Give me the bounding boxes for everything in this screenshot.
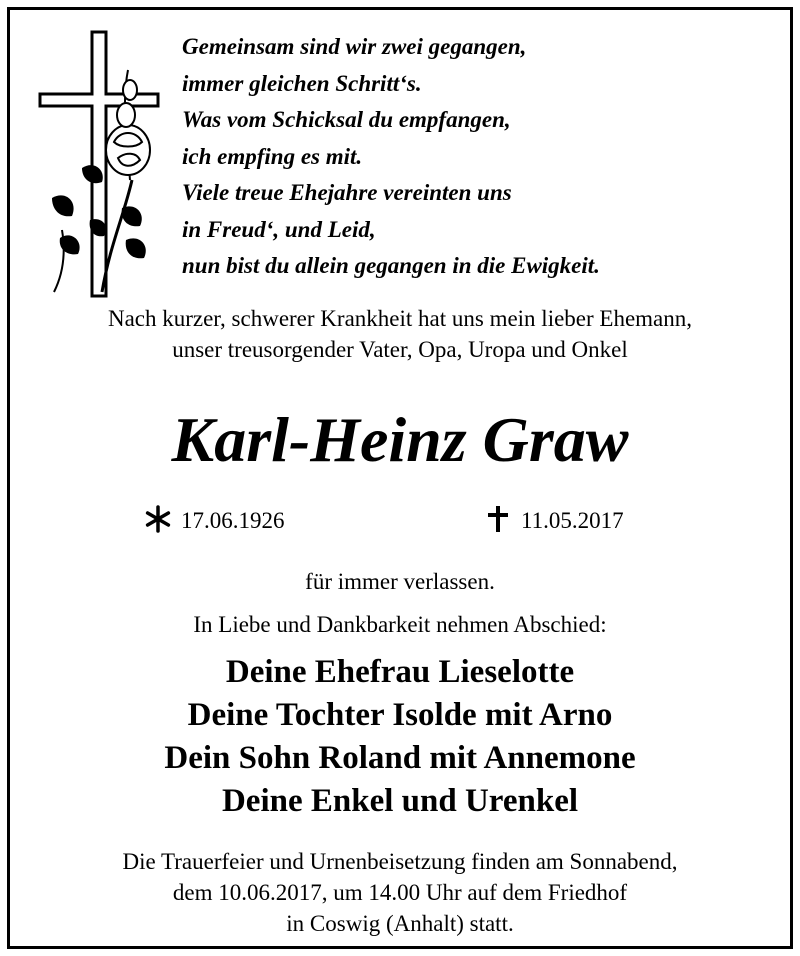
funeral-info <box>10 846 790 939</box>
funeral-line: in Coswig (Anhalt) statt. <box>286 911 514 936</box>
farewell-intro: In Liebe und Dankbarkeit nehmen Abschied: <box>193 612 607 637</box>
intro-line: unser treusorgender Vater, Opa, Uropa und Onkel <box>172 337 628 362</box>
death-cross-icon <box>483 504 513 534</box>
poem-line: nun bist du allein gegangen in die Ewigkeit. <box>182 253 600 278</box>
poem-line: Viele treue Ehejahre vereinten uns <box>182 180 512 205</box>
birth-star-icon <box>143 504 173 534</box>
cross-with-rose-icon <box>32 30 162 300</box>
death-date-value: 11.05.2017 <box>521 508 624 533</box>
funeral-line: dem 10.06.2017, um 14.00 Uhr auf dem Friedhof <box>172 880 628 905</box>
poem-line: ich empfing es mit. <box>182 143 363 169</box>
closing-text: für immer verlassen. <box>305 569 495 594</box>
mourners-list <box>10 651 790 823</box>
mourner-line: Deine Ehefrau Lieselotte <box>225 654 575 690</box>
poem-line: in Freud‘, und Leid, <box>182 216 376 242</box>
mourner-line: Deine Enkel und Urenkel <box>221 783 579 819</box>
intro-line: Nach kurzer, schwerer Krankheit hat uns mein lieber Ehemann, <box>107 306 693 331</box>
poem <box>182 29 782 285</box>
poem-line: Gemeinsam sind wir zwei gegangen, <box>182 34 527 59</box>
deceased-name: Karl-Heinz Graw <box>171 404 629 475</box>
mourner-line: Deine Tochter Isolde mit Arno <box>187 697 613 733</box>
obituary-card <box>7 7 793 949</box>
funeral-line: Die Trauerfeier und Urnenbeisetzung finden am Sonnabend, <box>122 849 678 874</box>
birth-date <box>143 504 285 536</box>
poem-line: Was vom Schicksal du empfangen, <box>182 107 511 132</box>
poem-line: immer gleichen Schritt‘s. <box>182 70 422 96</box>
birth-date-value: 17.06.1926 <box>181 508 285 533</box>
intro-text <box>10 303 790 365</box>
death-date <box>483 504 624 536</box>
mourner-line: Dein Sohn Roland mit Annemone <box>164 740 636 776</box>
